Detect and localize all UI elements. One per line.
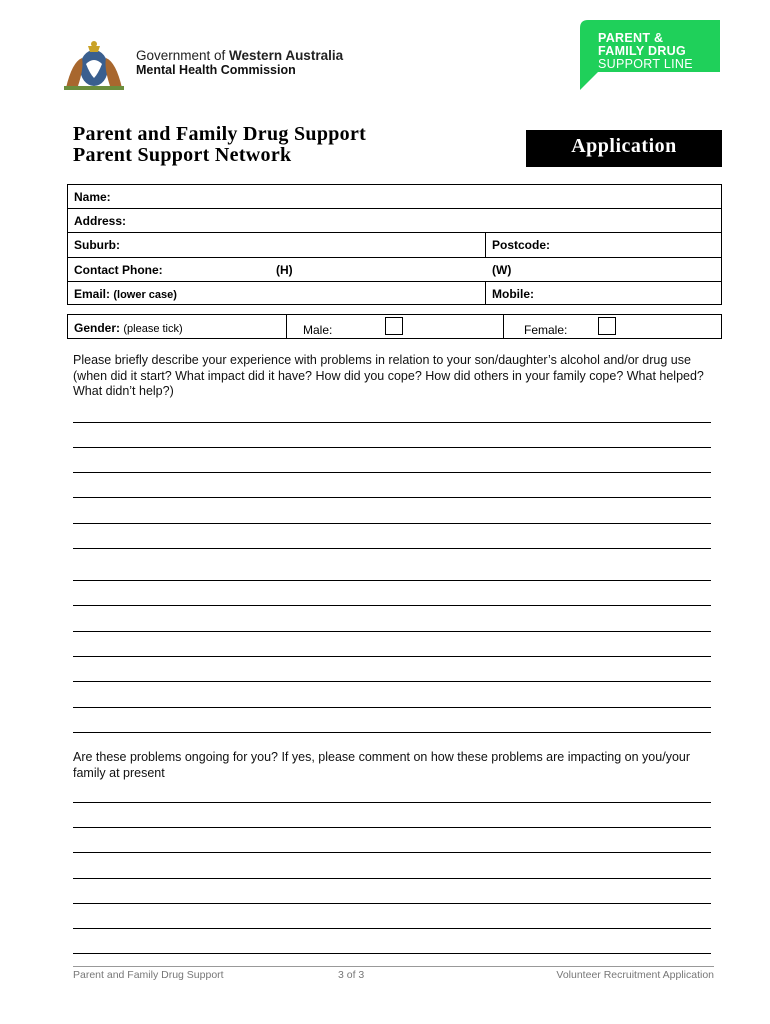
government-logo [58, 38, 378, 94]
footer-right: Volunteer Recruitment Application [556, 969, 714, 981]
name-label: Name: [74, 190, 111, 204]
gender-label-group [74, 321, 183, 335]
answer-line[interactable] [73, 681, 711, 682]
footer-divider [73, 966, 714, 967]
pfds-logo-text [598, 32, 693, 71]
answer-line[interactable] [73, 827, 711, 828]
gov-line2: Mental Health Commission [136, 63, 296, 77]
answer-line[interactable] [73, 605, 711, 606]
gender-table [67, 314, 722, 339]
female-label: Female: [524, 323, 568, 337]
email-hint: (lower case) [113, 289, 177, 301]
address-label: Address: [74, 214, 127, 228]
question-1: Please briefly describe your experience with problems in relation to your son/daughter’s alcohol and/or drug use (when did it start? What impact did it have? How did you cope? How did others in your family cope? What helped? What didn’t help?) [73, 353, 704, 398]
suburb-row [68, 233, 721, 258]
answer-line[interactable] [73, 656, 711, 657]
footer-left: Parent and Family Drug Support [73, 969, 224, 981]
answer-line[interactable] [73, 631, 711, 632]
answer-line[interactable] [73, 878, 711, 879]
gov-line1-bold: Western Australia [229, 48, 344, 63]
page-number: 3 of 3 [338, 969, 365, 981]
email-label-group [74, 287, 177, 301]
government-title [136, 48, 343, 78]
title-line1: Parent and Family Drug Support [73, 123, 367, 145]
name-row[interactable] [68, 185, 721, 209]
divider [503, 315, 504, 338]
divider [286, 315, 287, 338]
work-phone-label: (W) [492, 263, 512, 277]
divider [485, 233, 486, 257]
answer-line[interactable] [73, 497, 711, 498]
male-label: Male: [303, 323, 333, 337]
female-checkbox[interactable] [598, 317, 616, 335]
answer-line[interactable] [73, 852, 711, 853]
email-row [68, 282, 721, 305]
home-phone-label: (H) [276, 263, 293, 277]
male-checkbox[interactable] [385, 317, 403, 335]
contact-phone-label: Contact Phone: [74, 263, 163, 277]
answer-line[interactable] [73, 802, 711, 803]
gov-line1-plain: Government of [136, 48, 230, 63]
answer-line[interactable] [73, 928, 711, 929]
suburb-label: Suburb: [74, 238, 120, 252]
gender-label: Gender: [74, 321, 121, 335]
answer-line[interactable] [73, 953, 711, 954]
answer-line[interactable] [73, 732, 711, 733]
answer-line[interactable] [73, 422, 711, 423]
answer-line[interactable] [73, 472, 711, 473]
answer-line[interactable] [73, 903, 711, 904]
document-title [73, 124, 366, 166]
question-2: Are these problems ongoing for you? If yes, please comment on how these problems are impacting on you/your family at present [73, 750, 691, 780]
address-row[interactable] [68, 209, 721, 233]
coat-of-arms-icon [58, 38, 130, 94]
answer-line[interactable] [73, 548, 711, 549]
phone-row [68, 258, 721, 282]
email-label: Email: [74, 287, 111, 301]
answer-line[interactable] [73, 447, 711, 448]
application-badge: Application [526, 130, 722, 167]
answer-line[interactable] [73, 523, 711, 524]
title-line2: Parent Support Network [73, 144, 292, 166]
contact-details-table [67, 184, 722, 305]
answer-line[interactable] [73, 707, 711, 708]
pfds-line3: SUPPORT LINE [598, 57, 693, 71]
postcode-label: Postcode: [492, 238, 551, 252]
mobile-label: Mobile: [492, 287, 534, 301]
pfds-line1: PARENT & [598, 31, 664, 45]
pfds-line2: FAMILY DRUG [598, 44, 687, 58]
gender-hint: (please tick) [123, 323, 183, 335]
divider [485, 282, 486, 305]
answer-line[interactable] [73, 580, 711, 581]
